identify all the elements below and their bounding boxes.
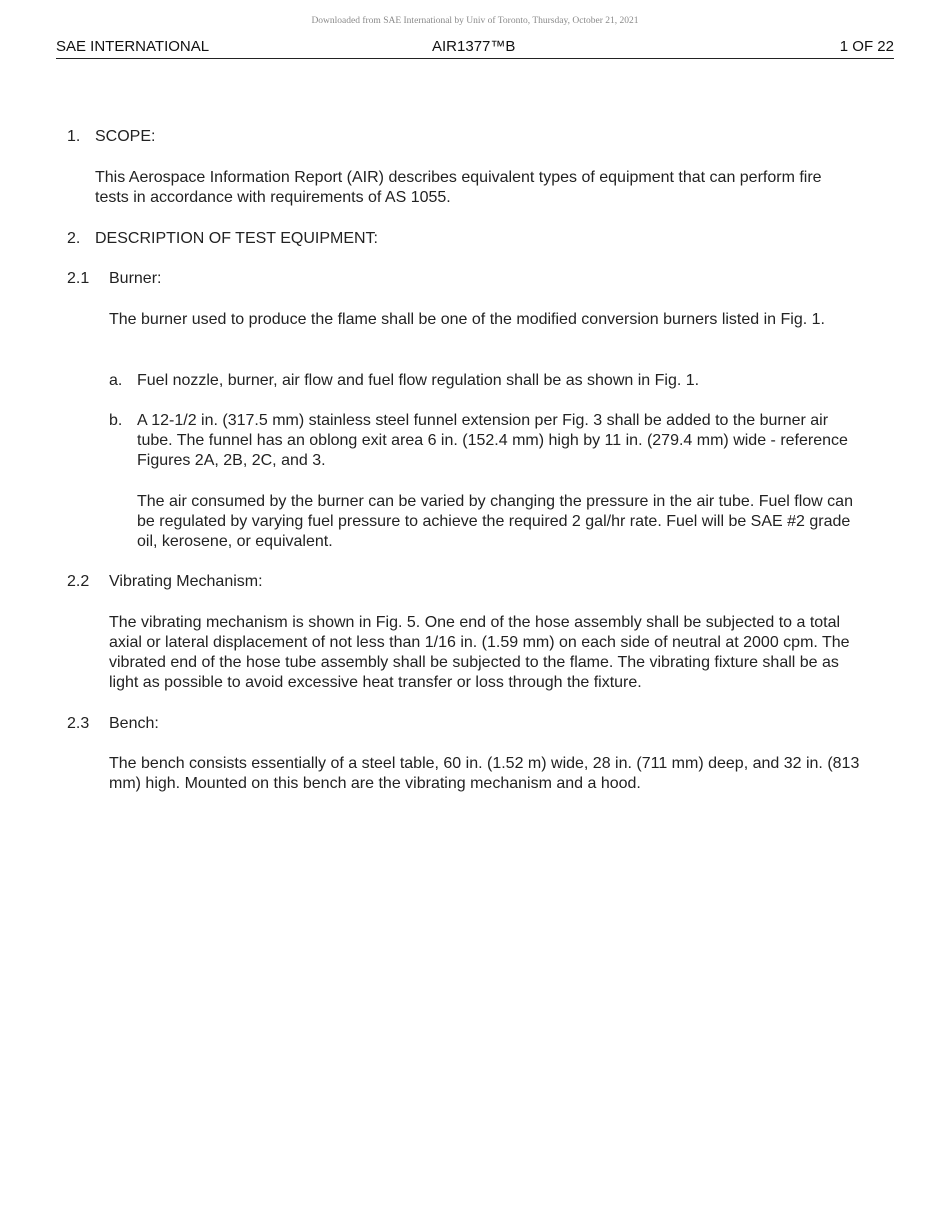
item-b-marker: b.: [109, 412, 123, 429]
section-1-body: This Aerospace Information Report (AIR) describes equivalent types of equipment that can perform fire tests in accordance with requirements of AS 1055.: [95, 169, 822, 206]
header-page-number: 1 OF 22: [839, 38, 894, 55]
item-b-paragraph-2: The air consumed by the burner can be varied by changing the pressure in the air tube. Fuel flow can be regulated by varying fuel pressure to achieve the required 2 gal/hr rate. Fuel will be SAE #2 grade oil, kerosene, or equivalent.: [137, 493, 853, 550]
section-2-title: DESCRIPTION OF TEST EQUIPMENT:: [95, 230, 378, 247]
section-2-3-number: 2.3: [67, 715, 90, 732]
section-1-title: SCOPE:: [95, 128, 156, 145]
section-2-number: 2.: [67, 230, 81, 247]
header-doc-id: AIR1377™B: [432, 38, 516, 55]
section-2-3-title: Bench:: [109, 715, 159, 732]
download-watermark: Downloaded from SAE International by Univ of Toronto, Thursday, October 21, 2021: [311, 16, 639, 26]
item-a-marker: a.: [109, 372, 123, 389]
section-2-3-body: The bench consists essentially of a steel table, 60 in. (1.52 m) wide, 28 in. (711 mm) deep, and 32 in. (813 mm) high. Mounted on this bench are the vibrating mechanism and a hood.: [109, 755, 860, 792]
section-1-number: 1.: [67, 128, 81, 145]
item-b-text: A 12-1/2 in. (317.5 mm) stainless steel funnel extension per Fig. 3 shall be added to the burner air tube. The funnel has an oblong exit area 6 in. (152.4 mm) high by 11 in. (279.4 mm) wide - reference Figures 2A, 2B, 2C, and 3.: [137, 412, 848, 469]
page-header: [56, 38, 894, 59]
section-2-1-number: 2.1: [67, 270, 90, 287]
section-2-2-title: Vibrating Mechanism:: [109, 573, 263, 590]
section-2-2-number: 2.2: [67, 573, 90, 590]
item-a-text: Fuel nozzle, burner, air flow and fuel flow regulation shall be as shown in Fig. 1.: [137, 372, 700, 389]
section-2-2-body: The vibrating mechanism is shown in Fig. 5. One end of the hose assembly shall be subjected to a total axial or lateral displacement of not less than 1/16 in. (1.59 mm) on each side of neutral at 2000 cpm. The vibrated end of the hose tube assembly shall be subjected to the flame. The vibrating fixture shall be as light as possible to avoid excessive heat transfer or loss through the fixture.: [109, 614, 850, 691]
section-2-1-title: Burner:: [109, 270, 162, 287]
section-2-1-body: The burner used to produce the flame shall be one of the modified conversion burners listed in Fig. 1.: [109, 311, 825, 328]
header-org: SAE INTERNATIONAL: [56, 38, 210, 55]
